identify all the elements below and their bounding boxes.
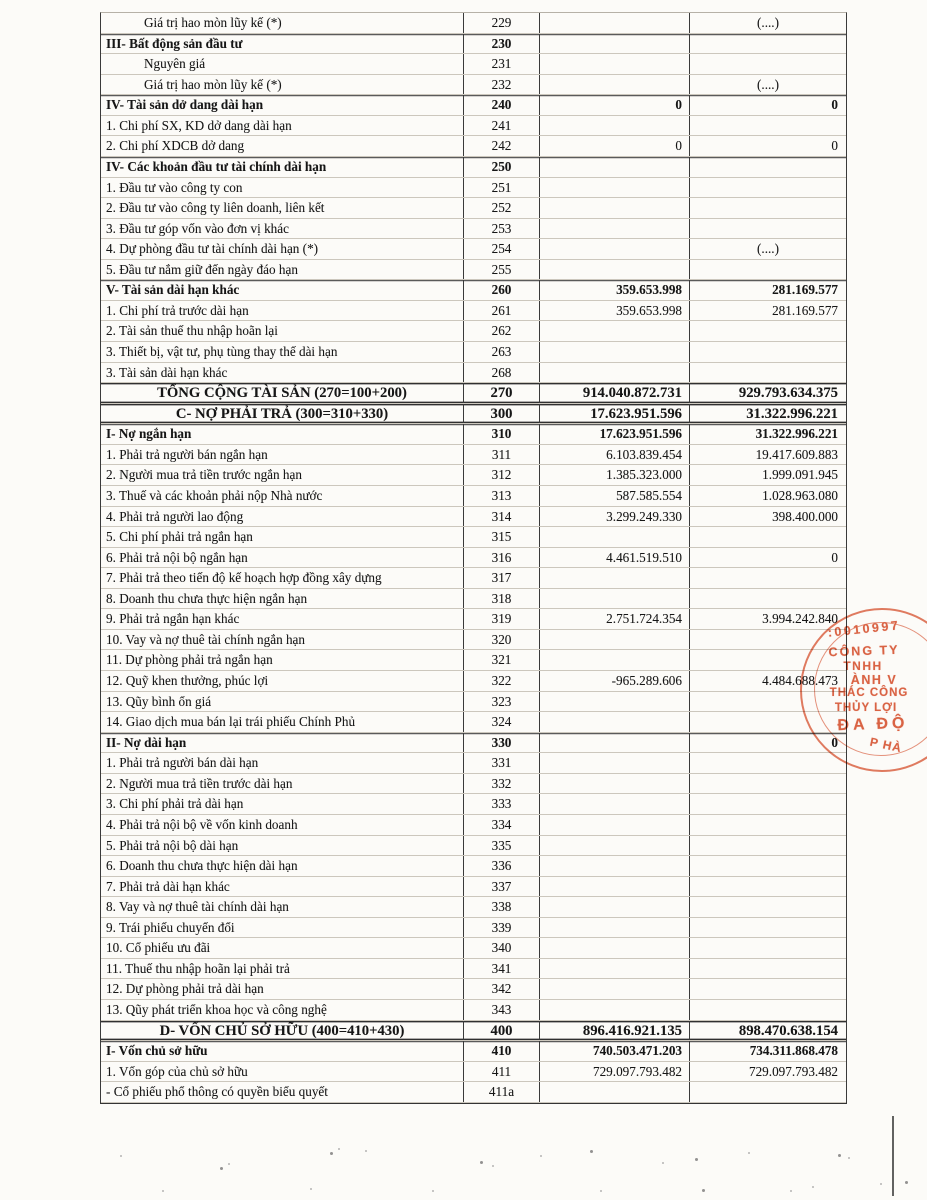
row-value-begin-cell (689, 198, 846, 218)
row-label-cell: IV- Các khoản đầu tư tài chính dài hạn (106, 158, 327, 174)
scan-speck (838, 1154, 841, 1157)
table-row (101, 1062, 846, 1083)
row-value-end-cell: 17.623.951.596 (539, 404, 689, 424)
row-value-begin-cell (689, 753, 846, 773)
row-value-begin-cell (689, 1000, 846, 1020)
row-label-cell: - Cổ phiếu phổ thông có quyền biểu quyết (106, 1084, 328, 1100)
row-label-cell: 7. Phải trả dài hạn khác (106, 878, 230, 894)
row-value-begin-cell (689, 363, 846, 383)
row-value-begin-cell: 31.322.996.221 (689, 404, 846, 424)
scan-speck (338, 1148, 340, 1150)
row-label-cell: 13. Qũy bình ổn giá (106, 693, 212, 709)
row-code-cell: 242 (463, 136, 539, 156)
row-value-begin-cell (689, 794, 846, 814)
row-code-cell: 400 (463, 1021, 539, 1041)
row-value-begin-cell (689, 650, 846, 670)
row-value-end-cell: 17.623.951.596 (539, 424, 689, 444)
scan-speck (432, 1190, 434, 1192)
row-code-cell: 324 (463, 712, 539, 732)
row-code-cell: 263 (463, 342, 539, 362)
table-row (101, 753, 846, 774)
row-value-end-cell (539, 34, 689, 54)
seal-text-line: THÁC CÔNG (829, 687, 909, 699)
row-value-end-cell (539, 712, 689, 732)
scan-speck (695, 1158, 698, 1161)
row-value-begin-cell (689, 527, 846, 547)
row-value-begin-cell (689, 938, 846, 958)
row-code-cell: 261 (463, 301, 539, 321)
row-value-begin-cell: 4.484.688.473 (689, 671, 846, 691)
row-value-begin-cell: 281.169.577 (689, 280, 846, 300)
row-value-end-cell: 740.503.471.203 (539, 1041, 689, 1061)
row-value-end-cell (539, 219, 689, 239)
row-value-end-cell (539, 198, 689, 218)
row-value-begin-cell: (....) (689, 239, 846, 259)
row-label-cell: 2. Người mua trả tiền trước dài hạn (106, 775, 293, 791)
row-value-begin-cell (689, 815, 846, 835)
row-code-cell: 334 (463, 815, 539, 835)
row-value-end-cell (539, 260, 689, 280)
row-label-cell: II- Nợ dài hạn (106, 734, 187, 750)
row-code-cell: 253 (463, 219, 539, 239)
table-row (101, 13, 846, 34)
scan-speck (120, 1155, 122, 1157)
row-value-end-cell (539, 918, 689, 938)
seal-text-line: ÀNH V (850, 673, 898, 687)
scan-speck (330, 1152, 333, 1155)
row-label-cell: 3. Đầu tư góp vốn vào đơn vị khác (106, 220, 289, 236)
row-code-cell: 410 (463, 1041, 539, 1061)
table-row (101, 609, 846, 630)
scan-speck (228, 1163, 230, 1165)
table-row (101, 794, 846, 815)
row-label-cell: 5. Chi phí phải trả ngắn hạn (106, 529, 253, 545)
table-row (101, 34, 846, 55)
row-value-begin-cell: (....) (689, 13, 846, 33)
seal-text-line: CÔNG TY (828, 642, 900, 660)
row-label-cell: 1. Phải trả người bán dài hạn (106, 755, 259, 771)
row-label-cell: I- Vốn chủ sở hữu (106, 1043, 208, 1059)
row-code-cell: 241 (463, 116, 539, 136)
table-row (101, 219, 846, 240)
row-value-end-cell: 4.461.519.510 (539, 548, 689, 568)
row-value-end-cell (539, 877, 689, 897)
row-label-cell: 8. Vay và nợ thuê tài chính dài hạn (106, 899, 289, 915)
row-code-cell: 336 (463, 856, 539, 876)
table-row (101, 445, 846, 466)
row-label-cell: 9. Trái phiếu chuyển đổi (106, 919, 235, 935)
table-row (101, 301, 846, 322)
row-code-cell: 337 (463, 877, 539, 897)
row-label-cell: 7. Phải trả theo tiến độ kế hoạch hợp đồng xây dựng (106, 570, 382, 586)
row-code-cell: 319 (463, 609, 539, 629)
row-label-cell: III- Bất động sản đầu tư (106, 35, 243, 51)
row-code-cell: 333 (463, 794, 539, 814)
row-label-cell: 5. Đầu tư nắm giữ đến ngày đáo hạn (106, 261, 298, 277)
row-code-cell: 270 (463, 383, 539, 403)
row-label-cell: 2. Người mua trả tiền trước ngắn hạn (106, 467, 302, 483)
row-code-cell: 343 (463, 1000, 539, 1020)
row-value-end-cell: 729.097.793.482 (539, 1062, 689, 1082)
row-label-cell: I- Nợ ngắn hạn (106, 426, 192, 442)
row-value-begin-cell (689, 856, 846, 876)
row-value-end-cell (539, 959, 689, 979)
row-label-cell: 9. Phải trả ngắn hạn khác (106, 611, 240, 627)
table-row (101, 404, 846, 425)
row-value-begin-cell (689, 260, 846, 280)
row-value-begin-cell (689, 712, 846, 732)
row-code-cell: 316 (463, 548, 539, 568)
row-code-cell: 331 (463, 753, 539, 773)
row-value-end-cell (539, 753, 689, 773)
table-row (101, 938, 846, 959)
row-value-end-cell (539, 938, 689, 958)
row-value-begin-cell (689, 34, 846, 54)
table-row (101, 589, 846, 610)
row-value-begin-cell: 398.400.000 (689, 507, 846, 527)
row-value-begin-cell (689, 1082, 846, 1102)
row-label-cell: Nguyên giá (144, 56, 206, 72)
row-code-cell: 232 (463, 75, 539, 95)
row-value-end-cell (539, 856, 689, 876)
row-code-cell: 230 (463, 34, 539, 54)
row-value-begin-cell: 0 (689, 95, 846, 115)
scan-speck (702, 1189, 705, 1192)
row-value-end-cell: 914.040.872.731 (539, 383, 689, 403)
seal-text-line: THỦY LỢI (834, 702, 898, 714)
row-code-cell: 314 (463, 507, 539, 527)
row-value-end-cell (539, 568, 689, 588)
row-code-cell: 310 (463, 424, 539, 444)
scan-speck (790, 1190, 792, 1192)
row-code-cell: 300 (463, 404, 539, 424)
row-code-cell: 317 (463, 568, 539, 588)
row-value-begin-cell: 898.470.638.154 (689, 1021, 846, 1041)
row-value-end-cell (539, 321, 689, 341)
row-value-begin-cell: 19.417.609.883 (689, 445, 846, 465)
row-label-cell: 12. Quỹ khen thưởng, phúc lợi (106, 673, 269, 688)
row-value-begin-cell (689, 918, 846, 938)
table-row (101, 527, 846, 548)
row-label-cell: V- Tài sản dài hạn khác (106, 282, 240, 298)
row-value-end-cell (539, 733, 689, 753)
row-code-cell: 231 (463, 54, 539, 74)
table-row (101, 548, 846, 569)
table-row (101, 321, 846, 342)
table-row (101, 836, 846, 857)
row-value-begin-cell (689, 321, 846, 341)
table-row (101, 1041, 846, 1062)
row-code-cell: 411 (463, 1062, 539, 1082)
row-label-cell: 3. Tài sản dài hạn khác (106, 364, 228, 380)
row-code-cell: 311 (463, 445, 539, 465)
table-row (101, 486, 846, 507)
table-row (101, 918, 846, 939)
table-row (101, 979, 846, 1000)
row-code-cell: 268 (463, 363, 539, 383)
row-label-cell: 12. Dự phòng phải trả dài hạn (106, 981, 264, 997)
row-label-cell: 4. Phải trả người lao động (106, 508, 244, 524)
scan-speck (540, 1155, 542, 1157)
row-code-cell: 255 (463, 260, 539, 280)
scan-speck (590, 1150, 593, 1153)
row-value-begin-cell (689, 774, 846, 794)
row-value-end-cell: 587.585.554 (539, 486, 689, 506)
seal-text-line: TNHH (843, 659, 883, 673)
row-label-cell: 6. Doanh thu chưa thực hiện dài hạn (106, 858, 298, 874)
row-label-cell: 10. Cổ phiếu ưu đãi (106, 940, 211, 956)
row-value-begin-cell: 729.097.793.482 (689, 1062, 846, 1082)
table-row (101, 692, 846, 713)
row-value-begin-cell (689, 692, 846, 712)
row-label-cell: 1. Vốn góp của chủ sở hữu (106, 1063, 248, 1079)
row-value-end-cell (539, 13, 689, 33)
table-row (101, 157, 846, 178)
row-value-end-cell (539, 897, 689, 917)
scan-speck (880, 1183, 882, 1185)
scan-speck (905, 1181, 908, 1184)
scan-speck (492, 1165, 494, 1167)
row-value-end-cell (539, 979, 689, 999)
row-label-cell: C- NỢ PHẢI TRẢ (300=310+330) (175, 405, 389, 422)
row-code-cell: 254 (463, 239, 539, 259)
row-value-end-cell: 0 (539, 95, 689, 115)
row-label-cell: 2. Đầu tư vào công ty liên doanh, liên kết (106, 200, 325, 216)
row-value-begin-cell (689, 568, 846, 588)
row-label-cell: IV- Tài sản dở dang dài hạn (106, 97, 264, 113)
row-code-cell: 315 (463, 527, 539, 547)
row-value-end-cell: -965.289.606 (539, 671, 689, 691)
table-row (101, 959, 846, 980)
row-label-cell: 11. Dự phòng phải trả ngắn hạn (106, 652, 273, 668)
row-value-begin-cell: 0 (689, 733, 846, 753)
scan-speck (220, 1167, 223, 1170)
table-row (101, 568, 846, 589)
row-value-end-cell (539, 178, 689, 198)
row-label-cell: 1. Chi phí SX, KD dở dang dài hạn (106, 117, 292, 133)
row-label-cell: Giá trị hao mòn lũy kế (*) (144, 76, 282, 92)
row-value-begin-cell (689, 630, 846, 650)
row-code-cell: 342 (463, 979, 539, 999)
row-label-cell: TỔNG CỘNG TÀI SẢN (270=100+200) (157, 385, 407, 402)
row-value-begin-cell (689, 54, 846, 74)
row-value-end-cell (539, 836, 689, 856)
row-value-end-cell: 0 (539, 136, 689, 156)
row-value-end-cell (539, 794, 689, 814)
table-row (101, 116, 846, 137)
row-label-cell: 2. Chi phí XDCB dở dang (106, 138, 245, 154)
row-label-cell: Giá trị hao mòn lũy kế (*) (144, 15, 282, 30)
row-code-cell: 251 (463, 178, 539, 198)
row-label-cell: 14. Giao dịch mua bán lại trái phiếu Chính Phủ (106, 714, 356, 730)
row-value-begin-cell: 3.994.242.840 (689, 609, 846, 629)
row-code-cell: 320 (463, 630, 539, 650)
row-value-begin-cell: 1.999.091.945 (689, 465, 846, 485)
row-value-end-cell (539, 1000, 689, 1020)
row-code-cell: 340 (463, 938, 539, 958)
scan-speck (162, 1190, 164, 1192)
table-row (101, 815, 846, 836)
row-code-cell: 313 (463, 486, 539, 506)
row-value-begin-cell (689, 219, 846, 239)
row-value-begin-cell: 1.028.963.080 (689, 486, 846, 506)
row-value-end-cell: 896.416.921.135 (539, 1021, 689, 1041)
row-code-cell: 229 (463, 13, 539, 33)
row-value-begin-cell (689, 157, 846, 177)
row-value-begin-cell (689, 589, 846, 609)
row-value-begin-cell (689, 877, 846, 897)
row-value-end-cell (539, 774, 689, 794)
row-value-begin-cell: 281.169.577 (689, 301, 846, 321)
row-value-end-cell: 2.751.724.354 (539, 609, 689, 629)
row-code-cell: 312 (463, 465, 539, 485)
scan-speck (600, 1190, 602, 1192)
seal-text-line: P HÀ (868, 734, 904, 756)
row-label-cell: 2. Tài sản thuế thu nhập hoãn lại (106, 323, 278, 339)
row-value-end-cell (539, 630, 689, 650)
table-row (101, 383, 846, 404)
row-code-cell: 262 (463, 321, 539, 341)
row-code-cell: 252 (463, 198, 539, 218)
table-row (101, 342, 846, 363)
table-row (101, 712, 846, 733)
table-row (101, 630, 846, 651)
row-value-end-cell (539, 157, 689, 177)
row-code-cell: 240 (463, 95, 539, 115)
row-label-cell: 3. Thuế và các khoản phải nộp Nhà nước (106, 487, 323, 503)
table-row (101, 363, 846, 384)
row-label-cell: 1. Đầu tư vào công ty con (106, 179, 243, 195)
row-value-end-cell (539, 692, 689, 712)
row-value-begin-cell: 734.311.868.478 (689, 1041, 846, 1061)
scan-speck (310, 1188, 312, 1190)
scan-stray-line (892, 1116, 894, 1196)
table-row (101, 507, 846, 528)
table-row (101, 465, 846, 486)
row-value-end-cell (539, 342, 689, 362)
row-code-cell: 322 (463, 671, 539, 691)
row-label-cell: 3. Chi phí phải trả dài hạn (106, 796, 244, 812)
table-row (101, 75, 846, 96)
row-label-cell: 10. Vay và nợ thuê tài chính ngắn hạn (106, 631, 306, 647)
row-value-end-cell: 1.385.323.000 (539, 465, 689, 485)
row-value-begin-cell (689, 979, 846, 999)
scan-speck (365, 1150, 367, 1152)
row-value-begin-cell (689, 178, 846, 198)
row-value-end-cell: 359.653.998 (539, 301, 689, 321)
row-value-begin-cell (689, 897, 846, 917)
table-row (101, 733, 846, 754)
row-value-begin-cell: (....) (689, 75, 846, 95)
row-code-cell: 250 (463, 157, 539, 177)
table-row (101, 650, 846, 671)
table-row (101, 671, 846, 692)
table-row (101, 95, 846, 116)
row-value-begin-cell: 0 (689, 136, 846, 156)
table-row (101, 897, 846, 918)
row-value-end-cell (539, 239, 689, 259)
table-row (101, 198, 846, 219)
row-label-cell: 4. Phải trả nội bộ về vốn kinh doanh (106, 816, 298, 832)
row-value-end-cell (539, 363, 689, 383)
row-code-cell: 338 (463, 897, 539, 917)
row-code-cell: 323 (463, 692, 539, 712)
table-row (101, 774, 846, 795)
row-code-cell: 330 (463, 733, 539, 753)
row-code-cell: 260 (463, 280, 539, 300)
row-label-cell: 11. Thuế thu nhập hoãn lại phải trả (106, 960, 290, 976)
table-row (101, 1082, 846, 1103)
row-code-cell: 318 (463, 589, 539, 609)
scan-speck (748, 1152, 750, 1154)
seal-text-line: :0010997 (827, 618, 901, 640)
table-row (101, 280, 846, 301)
balance-table (100, 12, 847, 1104)
row-value-begin-cell (689, 959, 846, 979)
row-value-end-cell (539, 815, 689, 835)
table-row (101, 877, 846, 898)
row-label-cell: 1. Phải trả người bán ngắn hạn (106, 446, 268, 462)
row-value-end-cell (539, 1082, 689, 1102)
scan-speck (480, 1161, 483, 1164)
row-label-cell: 3. Thiết bị, vật tư, phụ tùng thay thế dài hạn (106, 344, 338, 359)
scan-speck (812, 1186, 814, 1188)
row-value-end-cell (539, 650, 689, 670)
row-value-end-cell (539, 54, 689, 74)
row-code-cell: 339 (463, 918, 539, 938)
table-row (101, 178, 846, 199)
row-value-begin-cell (689, 342, 846, 362)
row-code-cell: 341 (463, 959, 539, 979)
row-value-end-cell (539, 589, 689, 609)
row-value-end-cell: 6.103.839.454 (539, 445, 689, 465)
table-row (101, 136, 846, 157)
row-label-cell: 6. Phải trả nội bộ ngắn hạn (106, 549, 248, 565)
row-value-begin-cell: 0 (689, 548, 846, 568)
table-row (101, 1021, 846, 1042)
row-code-cell: 321 (463, 650, 539, 670)
table-row (101, 856, 846, 877)
row-value-end-cell (539, 527, 689, 547)
table-row (101, 1000, 846, 1021)
row-code-cell: 332 (463, 774, 539, 794)
table-row (101, 424, 846, 445)
row-code-cell: 411a (463, 1082, 539, 1102)
table-row (101, 239, 846, 260)
row-value-begin-cell: 31.322.996.221 (689, 424, 846, 444)
row-value-end-cell: 359.653.998 (539, 280, 689, 300)
row-value-end-cell (539, 116, 689, 136)
scan-speck (848, 1157, 850, 1159)
scan-speck (662, 1162, 664, 1164)
table-row (101, 54, 846, 75)
row-label-cell: 5. Phải trả nội bộ dài hạn (106, 837, 239, 853)
row-value-begin-cell: 929.793.634.375 (689, 383, 846, 403)
row-label-cell: 1. Chi phí trả trước dài hạn (106, 302, 249, 318)
row-value-begin-cell (689, 116, 846, 136)
row-value-end-cell (539, 75, 689, 95)
row-label-cell: D- VỐN CHỦ SỞ HỮU (400=410+430) (159, 1022, 405, 1039)
seal-text-line: ĐA ĐỘ (837, 714, 909, 735)
row-code-cell: 335 (463, 836, 539, 856)
row-label-cell: 4. Dự phòng đầu tư tài chính dài hạn (*) (106, 241, 319, 257)
row-label-cell: 13. Qũy phát triển khoa học và công nghệ (106, 1002, 327, 1017)
row-value-end-cell: 3.299.249.330 (539, 507, 689, 527)
row-value-begin-cell (689, 836, 846, 856)
row-label-cell: 8. Doanh thu chưa thực hiện ngắn hạn (106, 590, 308, 606)
table-row (101, 260, 846, 281)
